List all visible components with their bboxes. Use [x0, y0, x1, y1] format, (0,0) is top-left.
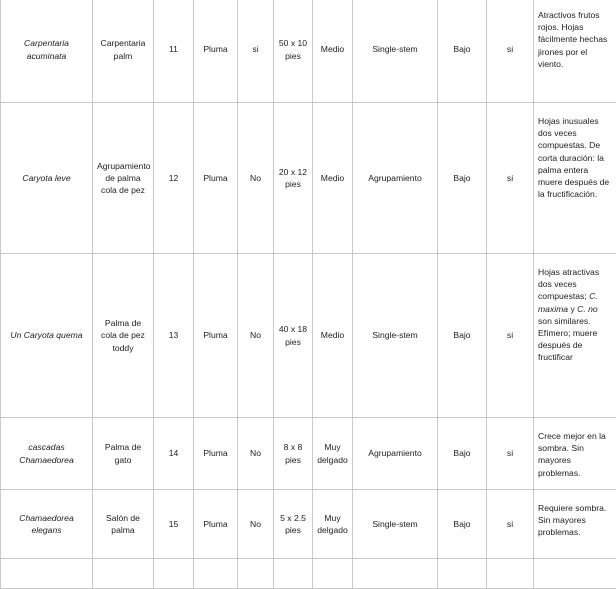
yes-no-flag: No: [238, 490, 274, 559]
growth-rate: Medio: [313, 103, 353, 254]
empty-cell: [93, 559, 154, 589]
table-row: [1, 490, 616, 559]
leaf-type: Pluma: [194, 418, 238, 490]
yes-no-flag-2: si: [487, 490, 534, 559]
common-name: Salón de palma: [93, 490, 154, 559]
mature-size: 50 x 10 pies: [274, 0, 313, 103]
growth-rate: Muy delgado: [313, 490, 353, 559]
empty-cell: [194, 559, 238, 589]
table-row: [1, 418, 616, 490]
empty-cell: [313, 559, 353, 589]
notes-run: Atractivos frutos rojos. Hojas fácilmente hechas jirones por el viento.: [538, 10, 607, 69]
botanical-name: Chamaedorea elegans: [1, 490, 93, 559]
growth-habit: Single-stem: [353, 0, 438, 103]
mature-size: 8 x 8 pies: [274, 418, 313, 490]
growth-habit: Agrupamiento: [353, 418, 438, 490]
botanical-name: Caryota leve: [1, 103, 93, 254]
growth-habit: Single-stem: [353, 490, 438, 559]
level-value: Bajo: [438, 103, 487, 254]
notes-run: Requiere sombra. Sin mayores problemas.: [538, 503, 606, 537]
common-name: Carpentaria palm: [93, 0, 154, 103]
level-value: Bajo: [438, 0, 487, 103]
leaf-type: Pluma: [194, 103, 238, 254]
table-row-partial: [1, 559, 616, 589]
notes: [534, 103, 616, 254]
mature-size: 40 x 18 pies: [274, 254, 313, 418]
leaf-type: Pluma: [194, 490, 238, 559]
yes-no-flag: si: [238, 0, 274, 103]
growth-rate: Medio: [313, 0, 353, 103]
yes-no-flag: No: [238, 103, 274, 254]
row-number: 11: [154, 0, 194, 103]
notes-run: Crece mejor en la sombra. Sin mayores problemas.: [538, 431, 606, 478]
notes: [534, 490, 616, 559]
table-row: [1, 254, 616, 418]
growth-habit: Single-stem: [353, 254, 438, 418]
yes-no-flag: No: [238, 254, 274, 418]
table-row: [1, 0, 616, 103]
yes-no-flag-2: si: [487, 254, 534, 418]
empty-cell: [274, 559, 313, 589]
row-number: 12: [154, 103, 194, 254]
row-number: 14: [154, 418, 194, 490]
empty-cell: [154, 559, 194, 589]
level-value: Bajo: [438, 490, 487, 559]
growth-rate: Muy delgado: [313, 418, 353, 490]
notes-italic-run: C. no: [577, 304, 598, 314]
table-body: [1, 0, 616, 589]
common-name: Palma de cola de pez toddy: [93, 254, 154, 418]
empty-cell: [1, 559, 93, 589]
mature-size: 5 x 2.5 pies: [274, 490, 313, 559]
yes-no-flag-2: si: [487, 0, 534, 103]
yes-no-flag-2: si: [487, 418, 534, 490]
notes-run: y: [568, 304, 577, 314]
notes-run: Hojas atractivas dos veces compuestas;: [538, 267, 599, 301]
row-number: 13: [154, 254, 194, 418]
empty-cell: [487, 559, 534, 589]
leaf-type: Pluma: [194, 254, 238, 418]
empty-cell: [438, 559, 487, 589]
growth-habit: Agrupamiento: [353, 103, 438, 254]
empty-cell: [353, 559, 438, 589]
level-value: Bajo: [438, 418, 487, 490]
empty-cell: [534, 559, 616, 589]
table-row: [1, 103, 616, 254]
notes: [534, 254, 616, 418]
notes: [534, 418, 616, 490]
botanical-name: Un Caryota quema: [1, 254, 93, 418]
botanical-name: Carpentaria acuminata: [1, 0, 93, 103]
yes-no-flag: No: [238, 418, 274, 490]
empty-cell: [238, 559, 274, 589]
mature-size: 20 x 12 pies: [274, 103, 313, 254]
botanical-name: cascadas Chamaedorea: [1, 418, 93, 490]
level-value: Bajo: [438, 254, 487, 418]
notes-run: son similares. Efímero; muere después de fructificar: [538, 316, 597, 363]
yes-no-flag-2: si: [487, 103, 534, 254]
common-name: Palma de gato: [93, 418, 154, 490]
row-number: 15: [154, 490, 194, 559]
growth-rate: Medio: [313, 254, 353, 418]
leaf-type: Pluma: [194, 0, 238, 103]
common-name: Agrupamiento de palma cola de pez: [93, 103, 154, 254]
notes: [534, 0, 616, 103]
notes-italic-run: C. maxima: [538, 291, 598, 313]
notes-run: Hojas inusuales dos veces compuestas. De corta duración: la palma entera muere después de la fructificación.: [538, 116, 609, 199]
